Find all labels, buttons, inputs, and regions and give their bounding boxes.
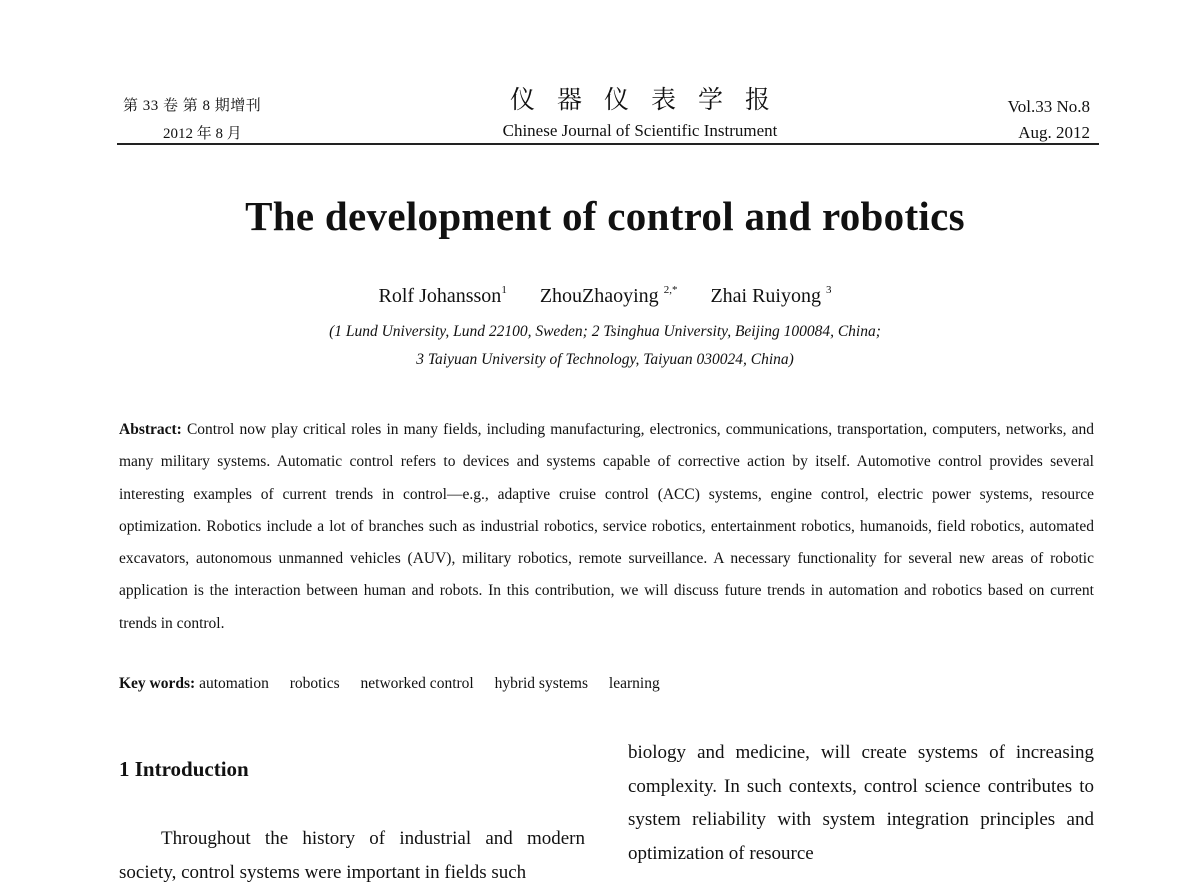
keyword: robotics (289, 675, 340, 692)
keywords (119, 675, 677, 693)
header-divider (117, 143, 1099, 145)
author: Rolf Johansson$^1$ (378, 284, 507, 307)
journal-name (440, 85, 840, 143)
issue-date: Aug. 2012 (1018, 123, 1090, 142)
author: ZhouZhaoying $^{2,*}$ (539, 284, 678, 307)
body-paragraph-right: biology and medicine, will create systems of increasing complexity. In such contexts, control science contributes to system reliability with system integration principles and optimization of resource (628, 742, 1094, 864)
body-paragraph-left: Throughout the history of industrial and modern society, control systems were important in fields such (119, 828, 585, 883)
keyword: learning (608, 675, 660, 692)
volume-issue-cn: 第 33 卷 第 8 期增刊 (123, 98, 262, 114)
affiliations (0, 318, 1200, 374)
keyword: automation (199, 675, 269, 692)
date-cn: 2012 年 8 月 (163, 126, 242, 142)
affiliation-line: (1 Lund University, Lund 22100, Sweden; 2 Tsinghua University, Beijing 100084, China; (329, 323, 881, 340)
abstract-text: Control now play critical roles in many fields, including manufacturing, electronics, communications, transportation, computers, networks, and many military systems. Automatic control refers to devices and systems capable of corrective action by itself. Automotive control provides several interesting examples of current trends in control—e.g., adaptive cruise control (ACC) systems, engine control, electric power systems, resource optimization. Robotics include a lot of branches such as industrial robotics, service robotics, entertainment robotics, humanoids, field robotics, automated excavators, autonomous unmanned vehicles (AUV), military robotics, remote surveillance. A necessary functionality for several new areas of robotic application is the interaction between human and robots. In this contribution, we will discuss future trends in automation and robotics based on current trends in control. (119, 421, 1095, 632)
journal-name-en: Chinese Journal of Scientific Instrument (502, 121, 778, 140)
keyword: networked control (360, 675, 474, 692)
author-affiliation-mark: 1 (501, 284, 507, 296)
author-affiliation-mark: 3 (825, 284, 832, 296)
affiliation-line: 3 Taiyuan University of Technology, Taiyuan 030024, China) (416, 351, 794, 368)
journal-name-cn: 仪器仪表学报 (509, 87, 792, 114)
author-affiliation-mark: 2,* (663, 284, 678, 296)
author-list (0, 284, 1200, 308)
author: Zhai Ruiyong $^3$ (710, 284, 832, 307)
keywords-label: Key words: (119, 675, 196, 692)
journal-issue-info (123, 92, 261, 148)
keyword: hybrid systems (494, 675, 589, 692)
abstract (119, 414, 1094, 640)
volume-number: Vol.33 No.8 (1007, 97, 1090, 116)
section-heading: 1 Introduction (119, 757, 249, 781)
volume-info (1008, 94, 1090, 146)
abstract-label: Abstract: (119, 421, 182, 438)
paper-title: The development of control and robotics (245, 193, 965, 239)
